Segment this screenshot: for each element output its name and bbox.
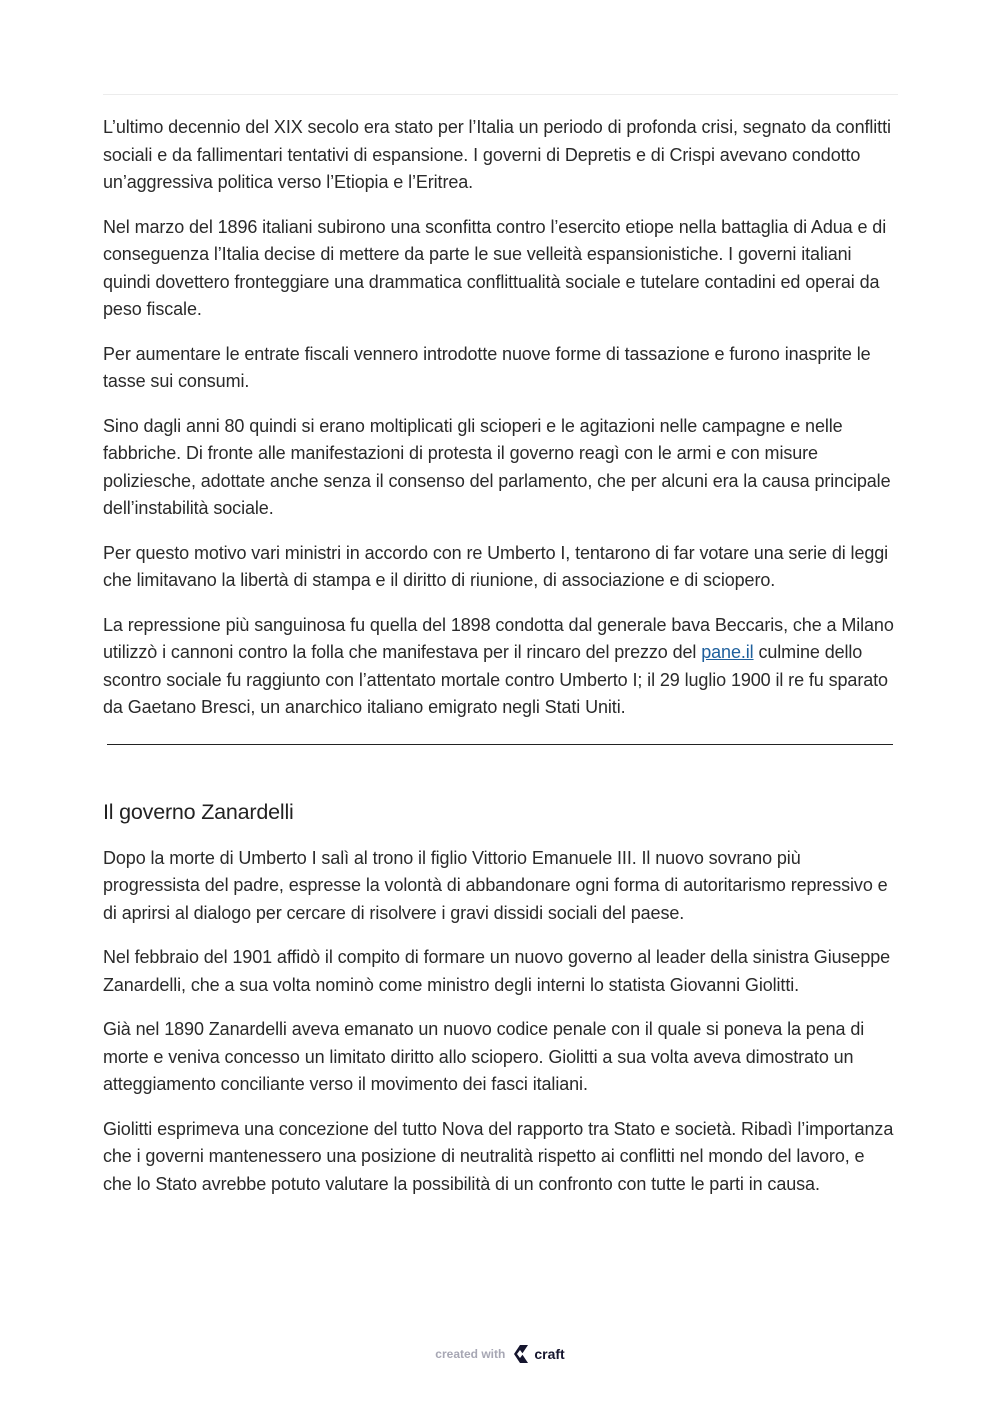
document-body <box>103 114 898 1215</box>
section-paragraph-4: Giolitti esprimeva una concezione del tutto Nova del rapporto tra Stato e società. Ribadì l’importanza che i governi mantenessero una posizione di neutralità rispetto ai conflitti nel mondo del lavoro, e che lo Stato avrebbe potuto valutare la possibilità di un confronto con tutte le parti in causa. <box>103 1118 894 1194</box>
paragraph-intro-4: Sino dagli anni 80 quindi si erano moltiplicati gli scioperi e le agitazioni nelle campagne e nelle fabbriche. Di fronte alle manifestazioni di protesta il governo reagì con le armi e con misure poliziesche, adottate anche senza il consenso del parlamento, che per alcuni era la causa principale dell’instabilità sociale. <box>103 415 891 518</box>
created-with-label: created with <box>435 1347 506 1361</box>
craft-logo-icon <box>511 1344 531 1364</box>
craft-brand-label: craft <box>534 1346 565 1362</box>
pane-link[interactable]: pane.il <box>701 642 754 662</box>
footer-created-with-craft[interactable] <box>0 1344 1000 1364</box>
paragraph-intro-5: Per questo motivo vari ministri in accordo con re Umberto I, tentarono di far votare una serie di leggi che limitavano la libertà di stampa e il diritto di riunione, di associazione e di sciopero. <box>103 542 889 590</box>
section-heading: Il governo Zanardelli <box>103 799 294 824</box>
section-divider <box>107 744 893 745</box>
paragraph-repression <box>103 612 898 722</box>
paragraph-intro-1: L’ultimo decennio del XIX secolo era stato per l’Italia un periodo di profonda crisi, segnato da conflitti sociali e da fallimentari tentativi di espansione. I governi di Depretis e di Crispi avevano condotto un’aggressiva politica verso l’Etiopia e l’Eritrea. <box>103 117 891 192</box>
top-divider <box>103 94 898 95</box>
section-paragraph-3: Già nel 1890 Zanardelli aveva emanato un nuovo codice penale con il quale si poneva la pena di morte e veniva concesso un limitato diritto allo sciopero. Giolitti a sua volta aveva dimostrato un atteggiamento conciliante verso il movimento dei fasci italiani. <box>103 1019 865 1094</box>
repression-text-after-link: culmine dello scontro sociale fu raggiunto con l’attentato mortale contro Umberto I; il 29 luglio 1900 il re fu sparato da Gaetano Bresci, un anarchico italiano emigrato negli Stati Uniti. <box>103 642 888 717</box>
paragraph-intro-3: Per aumentare le entrate fiscali vennero introdotte nuove forme di tassazione e furono inasprite le tasse sui consumi. <box>103 343 871 391</box>
repression-text-before-link: La repressione più sanguinosa fu quella del 1898 condotta dal generale bava Beccaris, che a Milano utilizzò i cannoni contro la folla che manifestava per il rincaro del prezzo del <box>103 614 894 662</box>
section-paragraph-2: Nel febbraio del 1901 affidò il compito di formare un nuovo governo al leader della sinistra Giuseppe Zanardelli, che a sua volta nominò come ministro degli interni lo statista Giovanni Giolitti. <box>103 947 891 995</box>
paragraph-intro-2: Nel marzo del 1896 italiani subirono una sconfitta contro l’esercito etiope nella battaglia di Adua e di conseguenza l’Italia decise di mettere da parte le sue velleità espansionistiche. I governi italiani quindi dovettero fronteggiare una drammatica conflittualità sociale e tutelare contadini ed operai da peso fiscale. <box>103 216 887 319</box>
section-paragraph-1: Dopo la morte di Umberto I salì al trono il figlio Vittorio Emanuele III. Il nuovo sovrano più progressista del padre, espresse la volontà di abbandonare ogni forma di autoritarismo repressivo e di aprirsi al dialogo per cercare di risolvere i gravi dissidi sociali del paese. <box>103 847 888 923</box>
